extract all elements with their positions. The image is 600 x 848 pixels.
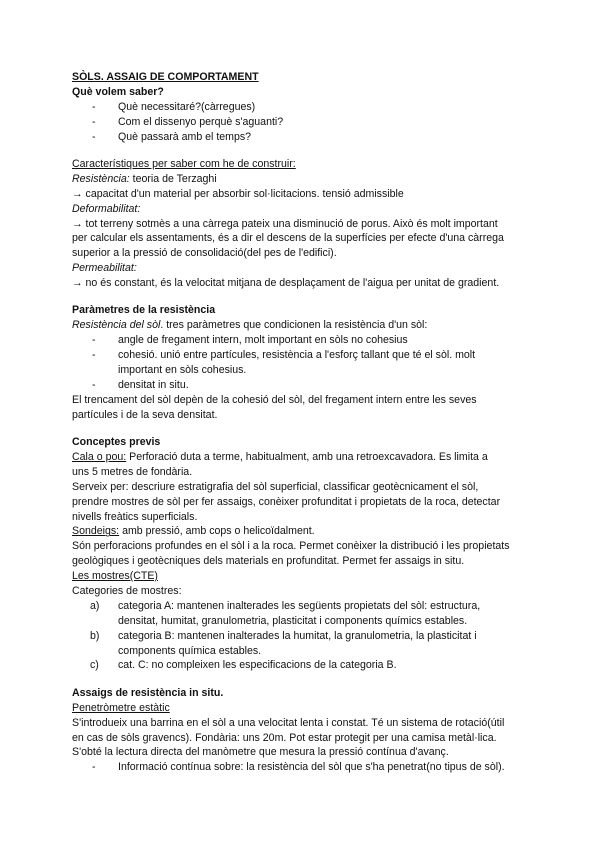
mostres-label: Les mostres(CTE) [72,570,158,583]
list-item: - Què necessitaré?(càrregues) [92,100,256,113]
resistance-line: Resistència: teoria de Terzaghi [72,172,217,185]
list-item: c) cat. C: no compleixen les especificacions de la categoria B. [90,659,397,672]
characteristics-heading: Característiques per saber com he de construir: [72,157,296,170]
document-title: SÒLS. ASSAIG DE COMPORTAMENT [72,71,259,83]
resistance-description: → capacitat d'un material per absorbir sol·licitacions. tensió admissible [72,187,404,200]
list-item: - cohesió. unió entre partícules, resistència a l'esforç tallant que té el sòl. molt [92,349,476,362]
paragraph-line: geològiques i geotècniques dels materials en profunditat. Permet fer assaigs in situ. [72,555,465,568]
paragraph-line: Serveix per: descriure estratigrafia del sòl superficial, classificar geotècnicament el sòl, [72,480,479,493]
paragraph-line: superior a la pressió de consolidació(del pes de l'edifici). [72,247,337,260]
paragraph-line: El trencament del sòl depèn de la cohesió del sòl, del fregament intern entre les seves [72,393,477,406]
list-item: a) categoria A: mantenen inalterades les següents propietats del sòl: estructura, [90,599,481,612]
paragraph-line: partícules i de la seva densitat. [72,408,218,421]
permeability-label: Permeabilitat: [72,262,137,275]
paragraph-line: en cas de sòls gravencs). Fondària: uns 20m. Pot estar protegit per una camisa metàl·lica. [72,731,497,744]
list-item: - densitat in situ. [92,378,189,391]
concepts-heading: Conceptes previs [72,436,161,449]
permeability-description: → no és constant, és la velocitat mitjana de desplaçament de l'aigua per unitat de gradient. [72,277,500,290]
paragraph-line: uns 5 metres de fondària. [72,465,193,478]
deformability-label: Deformabilitat: [72,202,141,215]
paragraph-line: S'introdueix una barrina en el sòl a una velocitat lenta i constat. Té un sistema de rotació(útil [72,716,505,729]
parameters-intro: Resistència del sòl. tres paràmetres que condicionen la resistència d'un sòl: [72,319,428,332]
paragraph-line: per calcular els assentaments, és a dir el descens de la superfícies per efecte d'una càrrega [72,232,504,245]
penetrometre-label: Penetròmetre estàtic [72,701,170,714]
sondeigs-line: Sondeigs: amb pressió, amb cops o helicoïdalment. [72,525,315,538]
list-item: - angle de fregament intern, molt important en sòls no cohesius [92,334,408,347]
paragraph-line: nivells freàtics superficials. [72,510,198,523]
cala-line: Cala o pou: Perforació duta a terme, habitualment, amb una retroexcavadora. Es limita a [72,450,488,463]
paragraph-line: Són perforacions profundes en el sòl i a la roca. Permet conèixer la distribució i les propietats [72,540,510,553]
list-item-continuation: important en sòls cohesius. [118,364,247,377]
list-item-continuation: components química estables. [118,644,262,657]
list-item: - Què passarà amb el temps? [92,130,252,143]
categories-label: Categories de mostres: [72,585,182,597]
paragraph-line: S'obté la lectura directa del manòmetre que mesura la pressió contínua d'avanç. [72,746,449,759]
paragraph-line: → tot terreny sotmès a una càrrega pateix una disminució de porus. Això és molt important [72,217,498,230]
paragraph-line: prendre mostres de sòl per fer assaigs, conèixer profunditat i propietats de la roca, detectar [72,495,501,508]
tests-heading: Assaigs de resistència in situ. [72,686,224,699]
document-body [72,70,532,775]
list-item-continuation: densitat, humitat, granulometria, plasticitat i components químics estables. [118,614,468,627]
list-item: - Informació contínua sobre: la resistència del sòl que s'ha penetrat(no tipus de sòl). [92,761,505,774]
intro-heading: Què volem saber? [72,85,164,98]
parameters-heading: Paràmetres de la resistència [72,304,216,317]
list-item: - Com el dissenyo perquè s'aguanti? [92,115,284,128]
list-item: b) categoria B: mantenen inalterades la humitat, la granulometria, la plasticitat i [90,629,477,642]
